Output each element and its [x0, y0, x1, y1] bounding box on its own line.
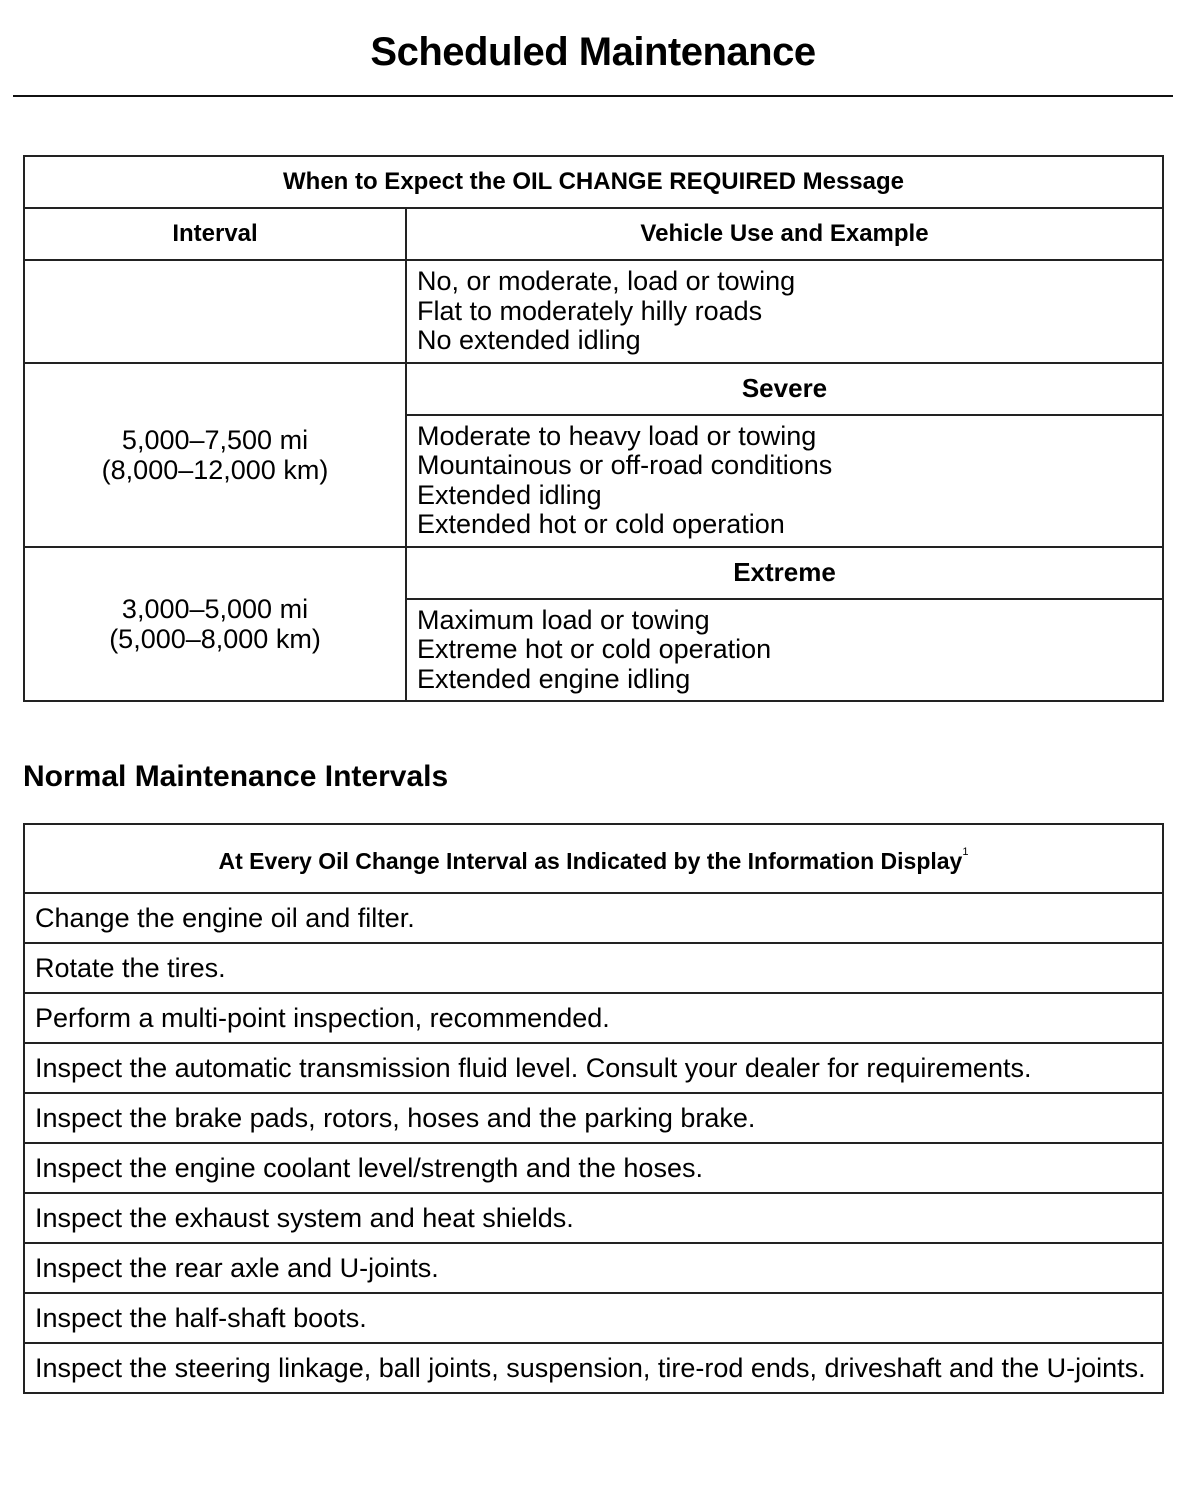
maintenance-item: Inspect the automatic transmission fluid level. Consult your dealer for requirements. [24, 1043, 1163, 1093]
column-header-interval: Interval [24, 208, 406, 260]
use-item: No, or moderate, load or towing [417, 266, 796, 296]
maintenance-item: Inspect the exhaust system and heat shields. [24, 1193, 1163, 1243]
use-item: Extended hot or cold operation [417, 509, 785, 539]
use-item: Maximum load or towing [417, 604, 710, 635]
use-item: Flat to moderately hilly roads [417, 295, 763, 326]
category-label-extreme: Extreme [406, 547, 1163, 599]
interval-cell-severe [24, 363, 406, 547]
table-row-normal [24, 260, 1163, 363]
interval-miles: 3,000–5,000 mi [121, 593, 309, 624]
table-header [24, 824, 1163, 893]
interval-cell-normal [24, 260, 406, 363]
maintenance-item: Perform a multi-point inspection, recommended. [24, 993, 1163, 1043]
interval-cell-extreme [24, 547, 406, 702]
use-item: Moderate to heavy load or towing [417, 420, 817, 451]
table-header-text: At Every Oil Change Interval as Indicated by the Information Display [218, 847, 963, 874]
table-row-extreme-label [24, 547, 1163, 599]
maintenance-item: Change the engine oil and filter. [24, 893, 1163, 943]
use-cell-severe [406, 415, 1163, 547]
maintenance-item: Inspect the rear axle and U-joints. [24, 1243, 1163, 1293]
use-item: Mountainous or off-road conditions [417, 450, 833, 480]
normal-intervals-table [23, 823, 1164, 1394]
use-item: No extended idling [417, 325, 641, 355]
use-item: Extreme hot or cold operation [417, 634, 772, 664]
maintenance-item: Inspect the brake pads, rotors, hoses and the parking brake. [24, 1093, 1163, 1143]
maintenance-item: Inspect the steering linkage, ball joints, suspension, tire-rod ends, driveshaft and the U-joints. [24, 1343, 1163, 1393]
page-title: Scheduled Maintenance [370, 30, 816, 74]
use-cell-extreme [406, 599, 1163, 702]
use-cell-normal [406, 260, 1163, 363]
maintenance-item: Inspect the engine coolant level/strength and the hoses. [24, 1143, 1163, 1193]
interval-miles: 5,000–7,500 mi [121, 424, 309, 455]
oil-change-message-table [23, 155, 1164, 702]
category-label-severe: Severe [406, 363, 1163, 415]
interval-kilometers: (5,000–8,000 km) [109, 623, 321, 654]
use-item: Extended idling [417, 479, 602, 510]
title-divider [13, 95, 1173, 97]
maintenance-item: Rotate the tires. [24, 943, 1163, 993]
footnote-marker: 1 [962, 845, 969, 858]
maintenance-item: Inspect the half-shaft boots. [24, 1293, 1163, 1343]
interval-kilometers: (8,000–12,000 km) [101, 454, 329, 485]
table-caption: When to Expect the OIL CHANGE REQUIRED Message [24, 156, 1163, 208]
column-header-vehicle-use: Vehicle Use and Example [406, 208, 1163, 260]
table-row-severe-label [24, 363, 1163, 415]
use-item: Extended engine idling [417, 663, 691, 694]
section-heading-normal-intervals: Normal Maintenance Intervals [23, 760, 449, 793]
